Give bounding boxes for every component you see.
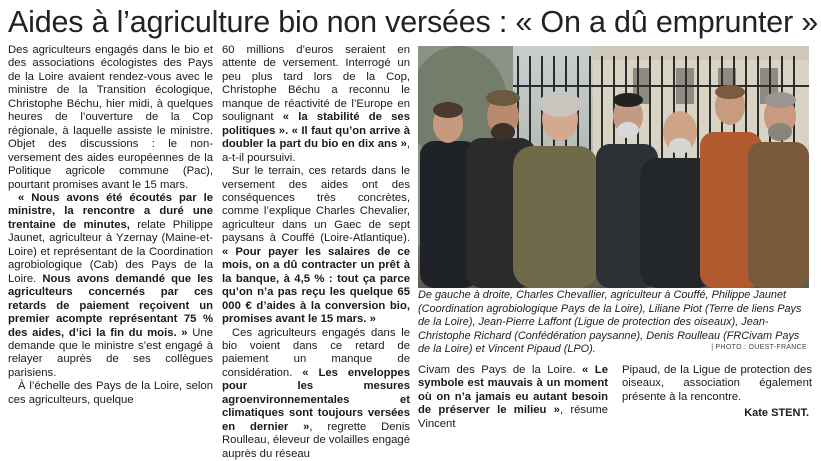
article-column-4: [622, 364, 812, 404]
text-run: , résume Vincent: [418, 404, 608, 430]
paragraph: [222, 327, 410, 461]
group-photo-illustration: [418, 46, 809, 288]
bold-quote-run: « Nous avons été écoutés par le ministre, la rencontre a duré une trentaine de minutes,: [8, 191, 213, 231]
text-run: À l’échelle des Pays de la Loire, selon ces agriculteurs, quelque: [8, 380, 213, 406]
text-run: Sur le terrain, ces retards dans le versement des aides ont des conséquences très concrètes, comme l’explique Charles Chevalier, agriculteur dans un Gaec de sept paysans à Couffé (Loire-Atlantique).: [222, 165, 410, 245]
text-run: Pipaud, de la Ligue de protection des oiseaux, association également présente à la rencontre.: [622, 364, 812, 403]
paragraph: [622, 364, 812, 404]
text-run: Civam des Pays de la Loire.: [418, 364, 583, 376]
text-run: relate Philippe Jaunet, agriculteur à Yzernay (Maine-et-Loire) et représentant de la Coordination agrobiologique (Cab) des Pays de la Loire.: [8, 218, 214, 285]
bold-quote-run: « Les enveloppes pour les mesures agroenvironnementales et climatiques sont toujours versées en dernier »: [222, 366, 410, 433]
text-run: , a-t-il poursuivi.: [222, 138, 410, 164]
bold-quote-run: « la stabilité de ses politiques ». « Il faut qu’on arrive à doubler la part du bio en dix ans »: [222, 111, 410, 151]
text-run: 60 millions d’euros seraient en attente de versement. Interrogé un peu plus tard lors de la Cop, Christophe Béchu a reconnu le manque de réactivité de l’Europe en soulignant: [222, 44, 410, 124]
author-signature: Kate STENT.: [744, 407, 809, 419]
paragraph: [418, 364, 608, 431]
article-column-1: [8, 44, 213, 407]
text-run: Des agriculteurs engagés dans le bio et des associations écologistes des Pays de la Loire avaient rendez-vous avec le ministre de la Transition écologique, Christophe Béchu, hier midi, à quelques heures de l’ouverture de la Cop régionale, à laquelle assiste le ministre. Objet des discussions : le non-versement des aides européennes de la Politique agricole commune (Pac), pourtant promises avant le 15 mars.: [8, 44, 213, 191]
photo-caption: De gauche à droite, Charles Chevallier, agriculteur à Couffé, Philippe Jaunet (Coordination agrobiologique Pays de la Loire), Liliane Piot (Terre de liens Pays de la Loire), Jean-Pierre Laffont (Ligue de protection des oiseaux), Jean-Christophe Richard (Confédération paysanne), Denis Roulleau (FRCivam Pays de la Loire) et Vincent Pipaud (LPO).: [418, 289, 802, 356]
text-run: Ces agriculteurs engagés dans le bio voient dans ce retard de paiement un manque de considération.: [222, 326, 410, 379]
headline: Aides à l’agriculture bio non versées : « On a dû emprunter »: [8, 5, 819, 39]
bold-quote-run: Nous avons demandé que les agriculteurs concernés par ces retards de paiement reçoivent un premier acompte représentant 75 % des aides, d’ici la fin du mois. »: [8, 272, 213, 339]
bold-quote-run: « Pour payer les salaires de ce mois, on a dû contracter un prêt à la banque, à 4,5 % : tout ça parce qu’on n’a pas reçu les quelque 65 000 € d’aides à la conversion bio, promises avant le 15 mars. »: [222, 245, 410, 326]
paragraph: [8, 44, 213, 192]
group-photo: [418, 46, 809, 288]
photo-credit: | PHOTO : OUEST-FRANCE: [711, 344, 807, 351]
text-run: , regrette Denis Roulleau, éleveur de volailles engagé auprès du réseau: [222, 420, 410, 460]
paragraph: [8, 192, 213, 380]
bold-quote-run: « Le symbole est mauvais à un moment où on n’a jamais eu autant besoin de préserver le milieu »: [418, 364, 608, 417]
paragraph: [8, 380, 213, 407]
paragraph: [222, 44, 410, 165]
text-run: Une demande que le ministre s’est engagé à relayer auprès de ses collègues parisiens.: [8, 326, 213, 379]
paragraph: [222, 165, 410, 326]
article-column-3: [418, 364, 608, 431]
article-column-2: [222, 44, 410, 461]
